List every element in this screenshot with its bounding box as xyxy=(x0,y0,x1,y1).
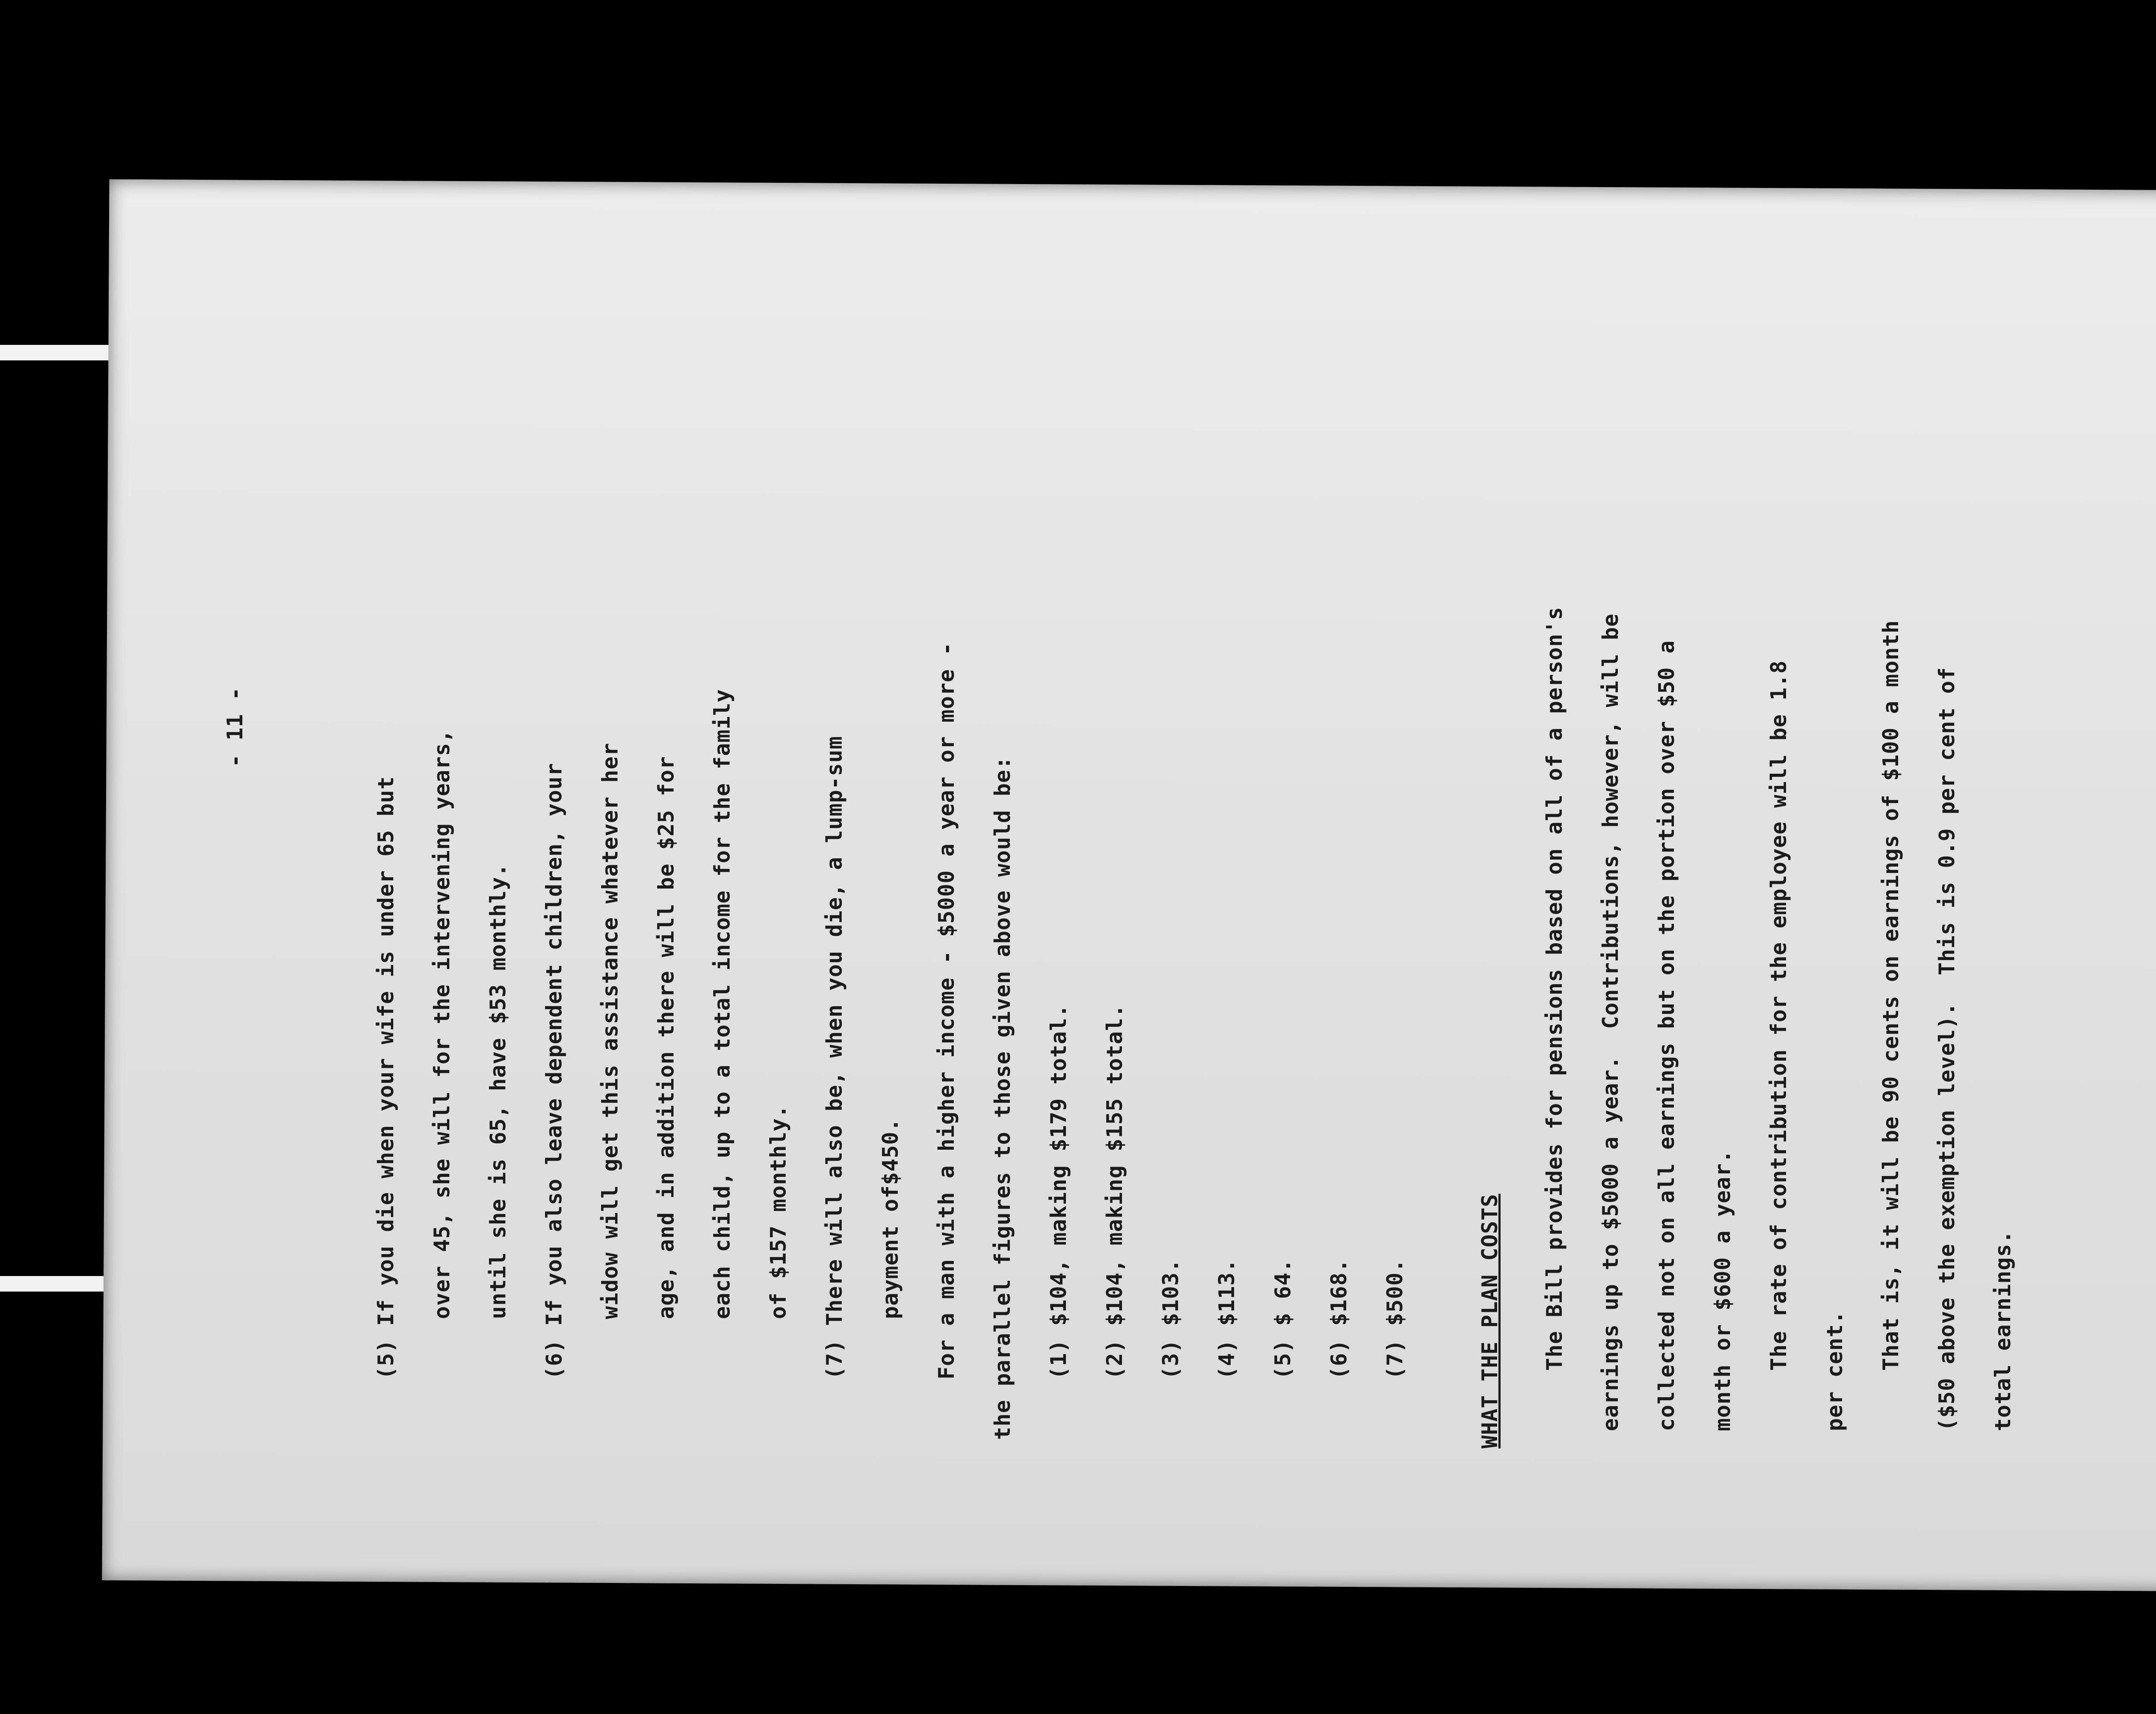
text-line: (2) $104, making $155 total. xyxy=(1102,1004,1127,1379)
text-line: widow will get this assistance whatever her xyxy=(598,742,623,1319)
text-line: The Bill provides for pensions based on all of a person's xyxy=(1542,607,1567,1371)
text-line: (7) $500. xyxy=(1382,1259,1407,1379)
text-line: the parallel figures to those given above would be: xyxy=(990,756,1015,1440)
text-line: month or $600 a year. xyxy=(1710,1149,1735,1431)
text-line: For a man with a higher income - $5000 a year or more - xyxy=(934,642,959,1379)
text-line: collected not on all earnings but on the portion over $50 a xyxy=(1654,640,1679,1431)
text-line: ($50 above the exemption level). This is 0.9 per cent of xyxy=(1934,667,1959,1431)
text-line: payment of$450. xyxy=(878,1118,903,1319)
text-line: The rate of contribution for the employee will be 1.8 xyxy=(1766,660,1791,1371)
section-heading: WHAT THE PLAN COSTS xyxy=(1477,1194,1502,1448)
text-line: each child, up to a total income for the family xyxy=(710,689,735,1319)
text-line: (5) $ 64. xyxy=(1270,1259,1295,1379)
text-line: That is, it will be 90 cents on earnings of $100 a month xyxy=(1878,620,1903,1371)
text-line: until she is 65, have $53 monthly. xyxy=(486,863,511,1319)
text-line: (4) $113. xyxy=(1214,1259,1239,1379)
rotated-text-block xyxy=(149,207,2015,1448)
text-line: (5) If you die when your wife is under 65 but xyxy=(373,776,398,1379)
text-line: per cent. xyxy=(1822,1311,1847,1431)
text-line: total earnings. xyxy=(1990,1230,2015,1431)
text-line: (7) There will also be, when you die, a lump-sum xyxy=(822,736,847,1379)
film-edge-bar xyxy=(0,1276,116,1292)
page-number: - 11 - xyxy=(222,687,248,767)
text-line: over 45, she will for the intervening years, xyxy=(429,729,454,1319)
film-edge-bar xyxy=(0,345,116,360)
text-line: (3) $103. xyxy=(1158,1259,1183,1379)
text-line: earnings up to $5000 a year. Contributions, however, will be xyxy=(1598,613,1623,1431)
text-line: age, and in addition there will be $25 for xyxy=(654,756,679,1319)
text-line: of $157 monthly. xyxy=(766,1104,791,1319)
text-line: (1) $104, making $179 total. xyxy=(1046,1004,1071,1379)
text-line: (6) $168. xyxy=(1326,1259,1351,1379)
text-line: (6) If you also leave dependent children, your xyxy=(542,763,567,1379)
